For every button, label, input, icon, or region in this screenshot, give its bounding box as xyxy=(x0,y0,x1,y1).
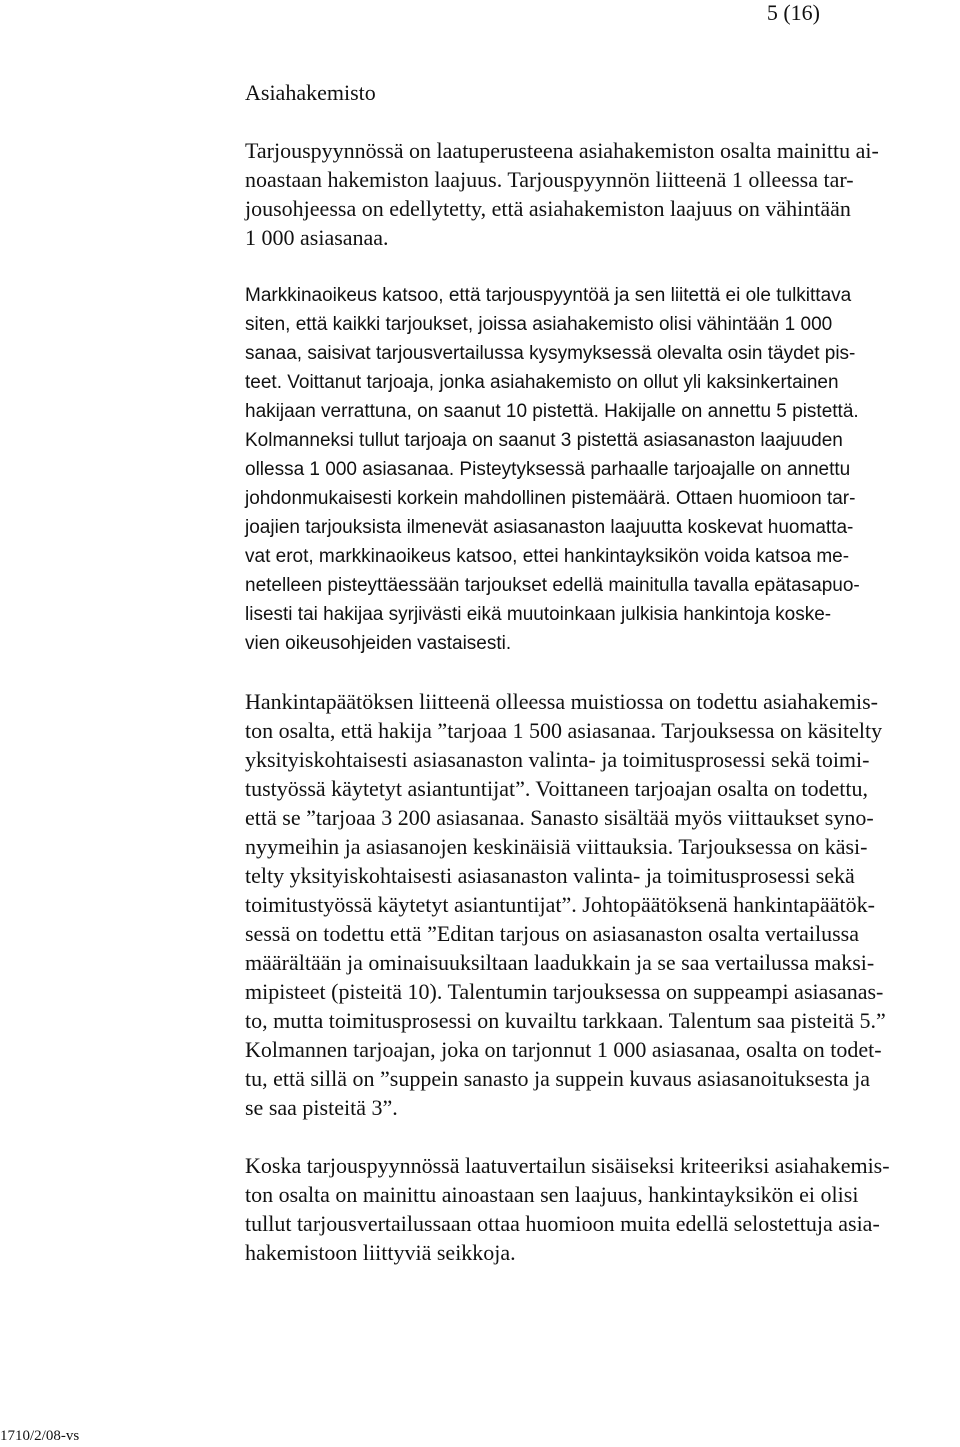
text-line: vien oikeusohjeiden vastaisesti. xyxy=(245,633,512,654)
text-line: Hankintapäätöksen liitteenä olleessa muistiossa on todettu asiahakemis- xyxy=(245,689,878,714)
text-line: lisesti tai hakijaa syrjivästi eikä muutoinkaan julkisia hankintoja koske- xyxy=(245,604,832,625)
text-line: sanaa, saisivat tarjousvertailussa kysymyksessä olevalta osin täydet pis- xyxy=(245,343,856,364)
text-line: siten, että kaikki tarjoukset, joissa asiahakemisto olisi vähintään 1 000 xyxy=(245,314,833,335)
text-line: vat erot, markkinaoikeus katsoo, ettei hankintayksikön voida katsoa me- xyxy=(245,546,850,567)
paragraph-2 xyxy=(245,281,957,658)
text-line: netelleen pisteyttäessään tarjoukset edellä mainitulla tavalla epätasapuo- xyxy=(245,575,860,596)
text-line: mipisteet (pisteitä 10). Talentumin tarjouksessa on suppeampi asiasanas- xyxy=(245,979,884,1004)
text-line: yksityiskohtaisesti asiasanaston valinta- ja toimitusprosessi sekä toimi- xyxy=(245,747,870,772)
text-line: ton osalta, että hakija ”tarjoaa 1 500 asiasanaa. Tarjouksessa on käsitelty xyxy=(245,718,883,743)
text-line: teet. Voittanut tarjoaja, jonka asiahakemisto on ollut yli kaksinkertainen xyxy=(245,372,839,393)
text-line: Markkinaoikeus katsoo, että tarjouspyyntöä ja sen liitettä ei ole tulkittava xyxy=(245,285,852,306)
text-line: nyymeihin ja asiasanojen keskinäisiä viittauksia. Tarjouksessa on käsi- xyxy=(245,834,868,859)
text-line: hakemistoon liittyviä seikkoja. xyxy=(245,1240,516,1265)
text-line: toimitustyössä käytetyt asiantuntijat”. Johtopäätöksenä hankintapäätök- xyxy=(245,892,875,917)
text-line: sessä on todettu että ”Editan tarjous on asiasanaston osalta vertailussa xyxy=(245,921,860,946)
document-body xyxy=(245,78,957,1296)
text-line: hakijaan verrattuna, on saanut 10 pistettä. Hakijalle on annettu 5 pistettä. xyxy=(245,401,859,422)
text-line: jousohjeessa on edellytetty, että asiahakemiston laajuus on vähintään xyxy=(245,196,851,221)
text-line: ollessa 1 000 asiasanaa. Pisteytyksessä parhaalle tarjoajalle on annettu xyxy=(245,459,851,480)
text-line: johdonmukaisesti korkein mahdollinen pistemäärä. Ottaen huomioon tar- xyxy=(245,488,856,509)
text-line: Koska tarjouspyynnössä laatuvertailun sisäiseksi kriteeriksi asiahakemis- xyxy=(245,1153,890,1178)
text-line: 1 000 asiasanaa. xyxy=(245,225,389,250)
text-line: noastaan hakemiston laajuus. Tarjouspyynnön liitteenä 1 olleessa tar- xyxy=(245,167,854,192)
text-line: määrältään ja ominaisuuksiltaan laadukkain ja se saa vertailussa maksi- xyxy=(245,950,875,975)
text-line: telty yksityiskohtaisesti asiasanaston valinta- ja toimitusprosessi sekä xyxy=(245,863,855,888)
text-line: joajien tarjouksista ilmenevät asiasanaston laajuutta koskevat huomatta- xyxy=(245,517,854,538)
text-line: se saa pisteitä 3”. xyxy=(245,1095,398,1120)
paragraph-1 xyxy=(245,136,957,252)
text-line: Kolmanneksi tullut tarjoaja on saanut 3 pistettä asiasanaston laajuuden xyxy=(245,430,843,451)
footer-reference: 1710/2/08-vs xyxy=(0,1428,80,1444)
page-number: 5 (16) xyxy=(766,0,820,25)
text-line: että se ”tarjoaa 3 200 asiasanaa. Sanasto sisältää myös viittaukset syno- xyxy=(245,805,874,830)
text-line: tullut tarjousvertailussaan ottaa huomioon muita edellä selostettuja asia- xyxy=(245,1211,880,1236)
text-line: Tarjouspyynnössä on laatuperusteena asiahakemiston osalta mainittu ai- xyxy=(245,138,879,163)
paragraph-3 xyxy=(245,687,957,1122)
text-line: tu, että sillä on ”suppein sanasto ja suppein kuvaus asiasanoituksesta ja xyxy=(245,1066,871,1091)
text-line: to, mutta toimitusprosessi on kuvailtu tarkkaan. Talentum saa pisteitä 5.” xyxy=(245,1008,886,1033)
paragraph-4 xyxy=(245,1151,957,1267)
text-line: ton osalta on mainittu ainoastaan sen laajuus, hankintayksikön ei olisi xyxy=(245,1182,859,1207)
section-heading: Asiahakemisto xyxy=(245,80,376,105)
text-line: Kolmannen tarjoajan, joka on tarjonnut 1 000 asiasanaa, osalta on todet- xyxy=(245,1037,882,1062)
text-line: tustyössä käytetyt asiantuntijat”. Voittaneen tarjoajan osalta on todettu, xyxy=(245,776,868,801)
